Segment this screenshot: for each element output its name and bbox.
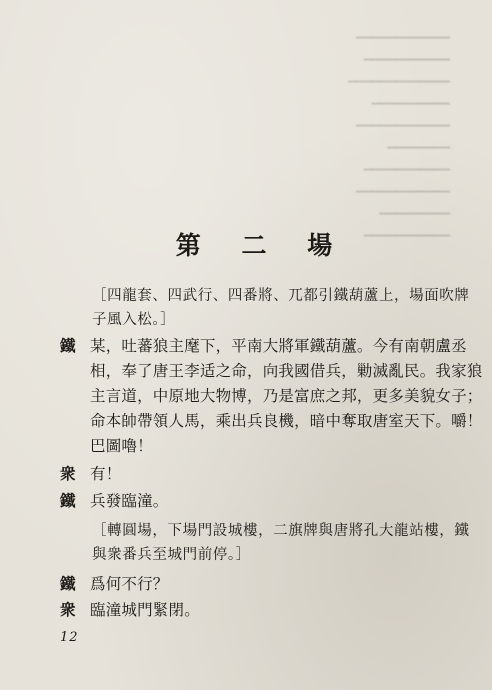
speaker-label: 衆 [60,600,76,619]
show-through-text: ━━━━━━━━━━━━ ━━━━━━━━━━━ ━━━━━━━━━━━━━ ━━━━━━━━━━ ━━━━━━━━━━━━ ━━━━━━━━ ━━━━━━━━━━━ ━━━━━━━━━━━━ ━━━━━━━━━ ━━━━━━━━━━━ [348,31,450,244]
dialogue-line: 爲何不行？ [90,575,169,593]
dialogue-line: 主言道，中原地大物博，乃是富庶之邦，更多美貌女子； [90,387,483,405]
speaker-label: 鐵 [60,574,76,593]
page-number: 12 [60,630,79,645]
speaker-label: 鐵 [60,336,76,355]
dialogue-line: 某，吐蕃狼主麾下，平南大將軍鐵葫蘆。今有南朝盧丞 [90,337,467,355]
dialogue-line: 命本帥帶領人馬，乘出兵良機，暗中奪取唐室天下。嚼！ [90,412,483,430]
dialogue-line: 相，奉了唐王李适之命，向我國借兵，勦滅亂民。我家狼 [90,362,483,380]
scene-title: 第 二 場 [175,231,349,260]
dialogue-line: 臨潼城門緊閉。 [90,601,200,619]
stage-direction-line: 子風入松。］ [92,312,176,328]
dialogue-line: 巴圖嚕！ [90,437,153,455]
dialogue-line: 有！ [90,465,122,483]
speaker-label: 鐵 [60,491,76,510]
stage-direction-line: ［四龍套、四武行、四番將、兀都引鐵葫蘆上，場面吹牌 [92,288,470,304]
dialogue-line: 兵發臨潼。 [90,492,169,510]
speaker-label: 衆 [60,464,76,483]
stage-direction-line: 與衆番兵至城門前停。］ [92,547,251,563]
stage-direction-line: ［轉圓場，下場門設城樓，二旗牌與唐將孔大龍站樓，鐵 [92,523,470,539]
